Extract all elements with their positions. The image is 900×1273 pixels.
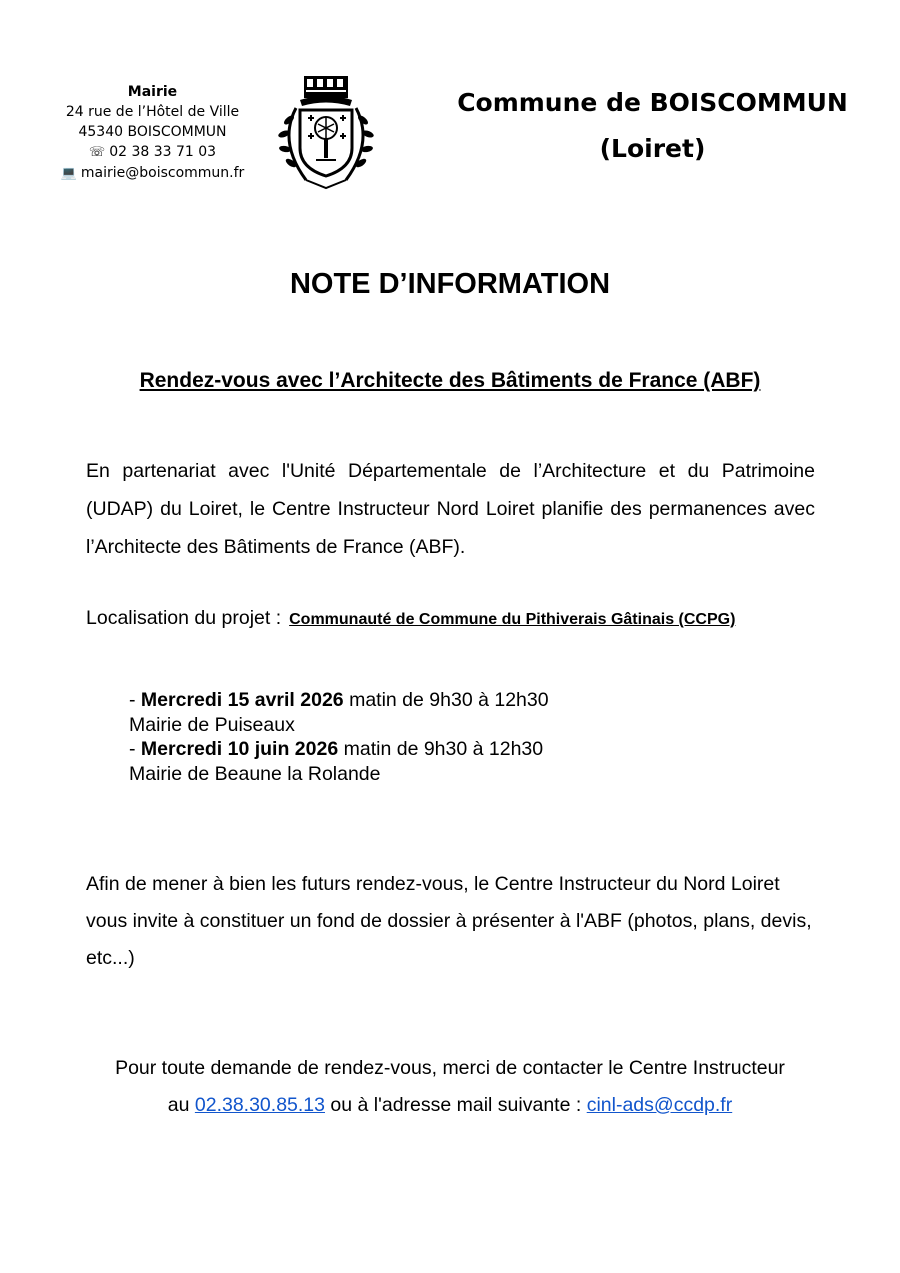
contact-paragraph xyxy=(60,1050,840,1124)
list-item: - Mercredi 10 juin 2026 matin de 9h30 à 12h30 xyxy=(129,738,544,760)
phone-row xyxy=(40,142,265,163)
list-item: - Mercredi 15 avril 2026 matin de 9h30 à 12h30 xyxy=(129,689,549,711)
appointment-time: matin de 9h30 à 12h30 xyxy=(343,689,549,711)
location-label: Localisation du projet : xyxy=(86,607,282,629)
appointment-time: matin de 9h30 à 12h30 xyxy=(338,738,544,760)
intro-paragraph: En partenariat avec l'Unité Départementale de l’Architecture et du Patrimoine (UDAP) du Loiret, le Centre Instructeur Nord Loiret planifie des permanences avec l’Architecte des Bâtiments de France (ABF). xyxy=(86,460,815,558)
mairie-contact-block xyxy=(40,82,265,184)
mairie-email: mairie@boiscommun.fr xyxy=(80,165,245,181)
commune-name: Commune de BOISCOMMUN xyxy=(457,88,848,117)
appointment-place: Mairie de Beaune la Rolande xyxy=(129,762,381,785)
appointment-date: Mercredi 15 avril 2026 xyxy=(140,689,344,711)
appointment-place: Mairie de Puiseaux xyxy=(129,713,295,736)
contact-line-1: Pour toute demande de rendez-vous, merci de contacter le Centre Instructeur xyxy=(115,1057,785,1079)
contact-email-link[interactable]: cinl-ads@ccdp.fr xyxy=(586,1094,733,1116)
page-subtitle: Rendez-vous avec l’Architecte des Bâtiments de France (ABF) xyxy=(139,369,761,392)
appointments-list xyxy=(129,688,779,786)
email-row xyxy=(40,163,265,184)
mairie-title: Mairie xyxy=(127,84,178,100)
commune-heading xyxy=(440,80,865,172)
project-location xyxy=(86,604,846,634)
commune-department: (Loiret) xyxy=(599,134,706,163)
contact-phone-link[interactable]: 02.38.30.85.13 xyxy=(194,1094,325,1116)
page-title: NOTE D’INFORMATION xyxy=(289,268,611,300)
laptop-icon: 💻 xyxy=(60,166,77,181)
appointment-date: Mercredi 10 juin 2026 xyxy=(140,738,339,760)
closing-paragraph: Afin de mener à bien les futurs rendez-vous, le Centre Instructeur du Nord Loiret vous invite à constituer un fond de dossier à présenter à l'ABF (photos, plans, devis, etc...) xyxy=(86,873,812,969)
address-line-1: 24 rue de l’Hôtel de Ville xyxy=(65,104,240,120)
phone-icon: ☏ xyxy=(88,145,106,160)
contact-line-2: au 02.38.30.85.13 ou à l'adresse mail suivante : cinl-ads@ccdp.fr xyxy=(167,1094,733,1116)
mairie-phone: 02 38 33 71 03 xyxy=(109,144,217,160)
address-line-2: 45340 BOISCOMMUN xyxy=(78,124,227,140)
coat-of-arms-icon xyxy=(270,72,382,192)
location-value: Communauté de Commune du Pithiverais Gâtinais (CCPG) xyxy=(289,611,736,628)
